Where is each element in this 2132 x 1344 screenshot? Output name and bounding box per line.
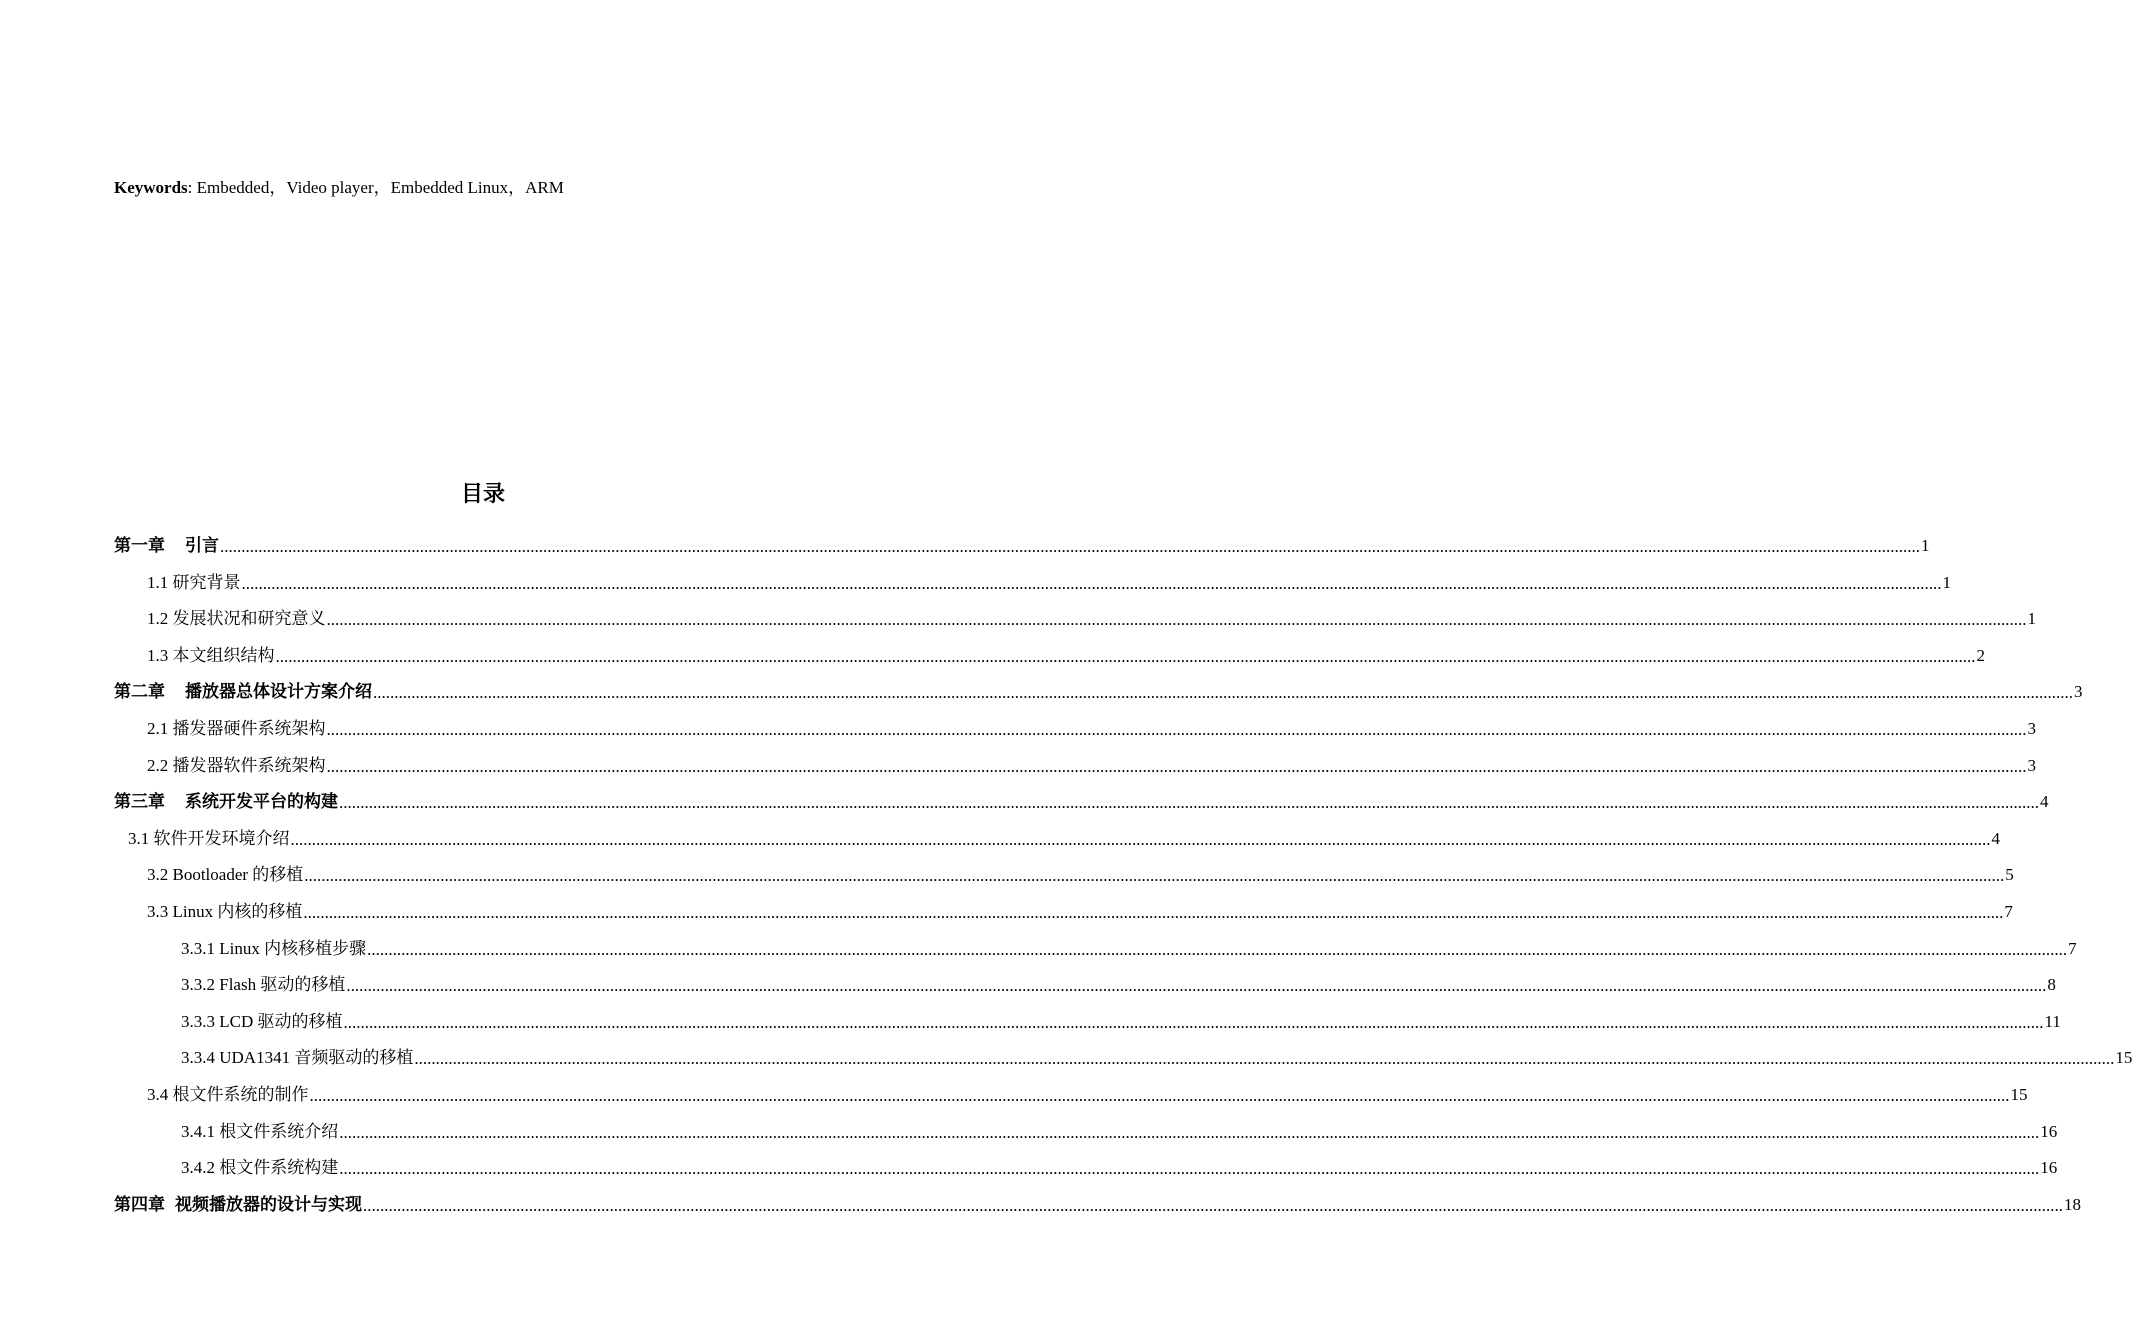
- toc-entry-page: 7: [2068, 938, 2077, 958]
- toc-entry-label: [114, 681, 372, 703]
- toc-dot-leader: ................................................................................................................................................................................................................................................................................................................................................................................................................: [414, 1049, 2115, 1069]
- toc-entry[interactable]: [181, 1040, 2132, 1076]
- toc-entry-page: 1: [2027, 609, 2036, 629]
- toc-entry-number: 3.3: [147, 902, 169, 921]
- toc-entry-page: 1: [1942, 572, 1951, 592]
- toc-entry-title: Flash 驱动的移植: [219, 975, 346, 995]
- toc-entry[interactable]: [147, 638, 1985, 674]
- toc-entry-number: 3.3.4: [181, 1048, 215, 1068]
- toc-title: 目录: [460, 482, 505, 507]
- toc-entry-number: 3.4.2: [181, 1158, 215, 1178]
- toc-entry[interactable]: [128, 821, 2000, 857]
- toc-entry-label: [147, 1084, 309, 1106]
- toc-dot-leader: ................................................................................................................................................................................................................................................................................................................................................................................................................: [373, 683, 2073, 703]
- toc-entry-title: LCD 驱动的移植: [219, 1011, 343, 1031]
- toc-entry-number: 1.3: [147, 645, 169, 665]
- toc-entry[interactable]: [147, 748, 2036, 784]
- toc-entry-title: 根文件系统的制作: [172, 1085, 309, 1104]
- toc-entry-page: 3: [2074, 682, 2083, 702]
- toc-entry[interactable]: [114, 784, 2049, 820]
- toc-entry-label: [181, 1011, 343, 1033]
- toc-entry-title: 本文组织结构: [172, 645, 275, 665]
- toc-entry-label: [147, 755, 326, 777]
- toc-entry-number: 2.1: [147, 719, 169, 738]
- toc-dot-leader: ................................................................................................................................................................................................................................................................................................................................................................................................................: [339, 1159, 2040, 1179]
- toc-entry-number: 3.4.1: [181, 1121, 215, 1141]
- toc-entry-title: 系统开发平台的构建: [185, 792, 338, 812]
- toc-entry-title: Bootloader 的移植: [172, 865, 304, 885]
- toc-dot-leader: ................................................................................................................................................................................................................................................................................................................................................................................................................: [275, 646, 1976, 666]
- toc-dot-leader: ................................................................................................................................................................................................................................................................................................................................................................................................................: [303, 903, 2004, 922]
- toc-entry-page: 2: [1976, 645, 1985, 665]
- toc-entry[interactable]: [147, 711, 2036, 747]
- toc-entry-page: 16: [2040, 1121, 2058, 1141]
- toc-entry-title: Linux 内核移植步骤: [219, 938, 367, 958]
- toc-entry[interactable]: [147, 894, 2013, 930]
- toc-dot-leader: ................................................................................................................................................................................................................................................................................................................................................................................................................: [326, 610, 2027, 630]
- toc-entry-label: [114, 791, 338, 813]
- keywords-text: Embedded，Video player，Embedded Linux，ARM: [196, 178, 564, 197]
- toc-dot-leader: ................................................................................................................................................................................................................................................................................................................................................................................................................: [220, 537, 1920, 556]
- toc-entry-title: 根文件系统构建: [219, 1158, 339, 1178]
- toc-entry-title: Linux 内核的移植: [172, 902, 303, 921]
- toc-entry[interactable]: [147, 565, 1951, 601]
- toc-dot-leader: ................................................................................................................................................................................................................................................................................................................................................................................................................: [241, 573, 1942, 593]
- toc-entry-number: 3.3.1: [181, 938, 215, 958]
- toc-entry-page: 7: [2004, 902, 2013, 921]
- toc-entry[interactable]: [114, 1187, 2081, 1223]
- toc-entry-title: 播发器硬件系统架构: [172, 719, 326, 738]
- toc-dot-leader: ................................................................................................................................................................................................................................................................................................................................................................................................................: [343, 1012, 2044, 1032]
- toc-entry-title: UDA1341 音频驱动的移植: [219, 1048, 414, 1068]
- toc-entry-page: 16: [2040, 1158, 2058, 1178]
- toc-entry-number: 3.1: [128, 828, 150, 848]
- toc-entry-title: 播放器总体设计方案介绍: [185, 682, 372, 702]
- toc-entry-page: 11: [2044, 1011, 2061, 1031]
- toc-dot-leader: ................................................................................................................................................................................................................................................................................................................................................................................................................: [326, 720, 2027, 739]
- toc-entry-label: [181, 938, 366, 960]
- toc-entry-number: 2.2: [147, 755, 169, 775]
- toc-entry-number: 3.2: [147, 865, 169, 885]
- toc-entry-title: 研究背景: [172, 572, 241, 592]
- toc-entry-number: 3.3.2: [181, 975, 215, 995]
- toc-entry-number: 第一章: [114, 536, 165, 555]
- toc-entry-title: 发展状况和研究意义: [172, 609, 326, 629]
- keywords-line: [114, 176, 564, 200]
- toc-entry-page: 3: [2027, 755, 2036, 775]
- toc-entry-label: [147, 645, 275, 667]
- toc-entry[interactable]: [114, 674, 2083, 710]
- toc-entry[interactable]: [181, 967, 2056, 1003]
- toc-entry-label: [181, 1157, 338, 1179]
- toc-entry[interactable]: [181, 1004, 2061, 1040]
- toc-entry-page: 18: [2064, 1194, 2081, 1214]
- toc-entry-page: 1: [1921, 536, 1930, 555]
- toc-entry-label: [147, 718, 326, 740]
- toc-entry[interactable]: [181, 1114, 2058, 1150]
- toc-dot-leader: ................................................................................................................................................................................................................................................................................................................................................................................................................: [309, 1086, 2010, 1105]
- toc-entry-label: [114, 535, 219, 557]
- toc-entry-title: 视频播放器的设计与实现: [175, 1194, 362, 1214]
- toc-entry-number: 3.3.3: [181, 1011, 215, 1031]
- toc-entry-label: [147, 901, 302, 923]
- toc-dot-leader: ................................................................................................................................................................................................................................................................................................................................................................................................................: [367, 939, 2068, 959]
- toc-entry[interactable]: [147, 601, 2036, 637]
- toc-entry-page: 4: [1991, 828, 2000, 848]
- toc-entry[interactable]: [147, 857, 2014, 893]
- toc-entry[interactable]: [181, 931, 2077, 967]
- keywords-label: Keywords: [114, 178, 188, 197]
- toc-entry-label: [128, 828, 290, 850]
- toc-entry[interactable]: [147, 1077, 2028, 1113]
- toc-entry-number: 1.2: [147, 609, 169, 629]
- toc-entry-page: 15: [2115, 1048, 2132, 1068]
- toc-entry-label: [181, 1047, 413, 1069]
- toc-entry-title: 引言: [185, 536, 219, 555]
- toc-entry-page: 3: [2027, 719, 2036, 738]
- toc-entry-label: [147, 864, 303, 886]
- toc-entry-number: 第三章: [114, 792, 165, 812]
- toc-entry-number: 第四章: [114, 1194, 165, 1214]
- toc-dot-leader: ................................................................................................................................................................................................................................................................................................................................................................................................................: [363, 1195, 2063, 1215]
- toc-entry-number: 第二章: [114, 682, 165, 702]
- toc-dot-leader: ................................................................................................................................................................................................................................................................................................................................................................................................................: [290, 829, 1991, 849]
- toc-entry-title: 软件开发环境介绍: [153, 828, 290, 848]
- toc-dot-leader: ................................................................................................................................................................................................................................................................................................................................................................................................................: [339, 793, 2039, 813]
- toc-entry-title: 播发器软件系统架构: [172, 755, 326, 775]
- toc-entry-page: 5: [2005, 865, 2014, 885]
- toc-entry-label: [181, 1121, 338, 1143]
- toc-entry-number: 1.1: [147, 572, 169, 592]
- toc-entry-title: 根文件系统介绍: [219, 1121, 339, 1141]
- toc-entry-label: [147, 608, 326, 630]
- toc-entry[interactable]: [181, 1150, 2058, 1186]
- toc-entry-label: [114, 1194, 362, 1216]
- toc-dot-leader: ................................................................................................................................................................................................................................................................................................................................................................................................................: [326, 756, 2027, 776]
- toc-entry-page: 15: [2010, 1085, 2028, 1104]
- toc-dot-leader: ................................................................................................................................................................................................................................................................................................................................................................................................................: [339, 1122, 2040, 1142]
- toc-entry[interactable]: [114, 528, 1930, 564]
- toc-entry-number: 3.4: [147, 1085, 169, 1104]
- toc-entry-page: 4: [2040, 792, 2049, 812]
- toc-dot-leader: ................................................................................................................................................................................................................................................................................................................................................................................................................: [304, 866, 2005, 886]
- toc-entry-label: [147, 572, 241, 594]
- toc-dot-leader: ................................................................................................................................................................................................................................................................................................................................................................................................................: [346, 976, 2047, 996]
- toc-entry-page: 8: [2047, 975, 2056, 995]
- keywords-separator: :: [187, 178, 197, 197]
- toc-entry-label: [181, 974, 345, 996]
